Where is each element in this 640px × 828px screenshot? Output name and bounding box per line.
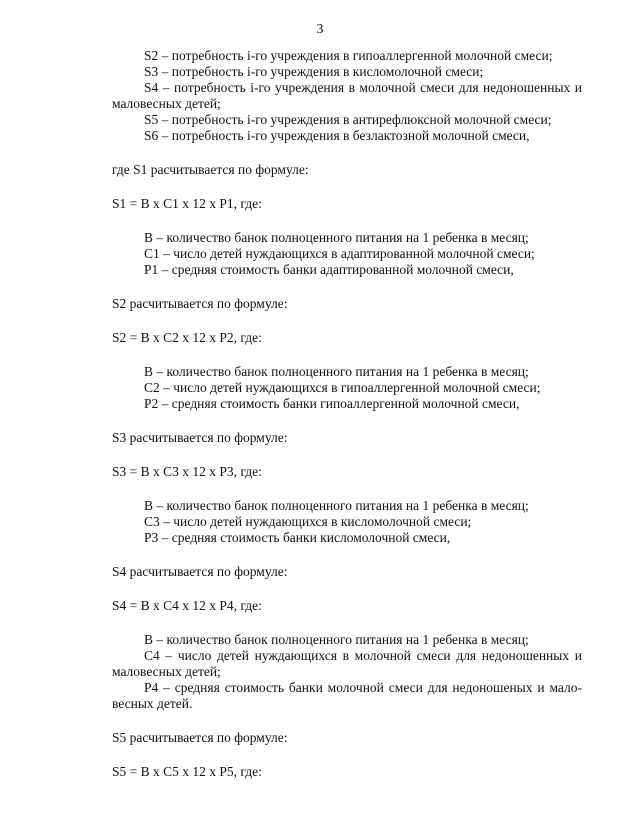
s3-section <box>112 430 582 546</box>
intro-list <box>112 48 582 144</box>
s1-def-b: B – количество банок полноценного питания на 1 ребенка в месяц; <box>144 230 529 245</box>
s1-def-p1: P1 – средняя стоимость банки адаптированной молочной смеси, <box>144 262 514 277</box>
s5-heading: S5 расчитывается по формуле: <box>112 730 288 745</box>
s2-heading: S2 расчитывается по формуле: <box>112 296 288 311</box>
s1-section <box>112 162 582 278</box>
s2-formula: S2 = B x C2 x 12 x P2, где: <box>112 330 262 345</box>
s1-heading: где S1 расчитывается по формуле: <box>112 162 309 177</box>
s4-heading: S4 расчитывается по формуле: <box>112 564 288 579</box>
s2-def-b: B – количество банок полноценного питания на 1 ребенка в месяц; <box>144 364 529 379</box>
s3-heading: S3 расчитывается по формуле: <box>112 430 288 445</box>
s4-def-p4-continued: весных детей. <box>112 696 193 711</box>
document-body <box>112 48 582 780</box>
s2-def-p2: P2 – средняя стоимость банки гипоаллергенной молочной смеси, <box>144 396 520 411</box>
s1-formula: S1 = B x C1 x 12 x P1, где: <box>112 196 262 211</box>
intro-item-s4-continued: маловесных детей; <box>112 96 221 111</box>
s3-formula: S3 = B x C3 x 12 x P3, где: <box>112 464 262 479</box>
intro-item-s4: S4 – потребность i-го учреждения в молочной смеси для недоношенных и <box>144 80 582 95</box>
s1-def-c1: C1 – число детей нуждающихся в адаптированной молочной смеси; <box>144 246 535 261</box>
intro-item-s6: S6 – потребность i-го учреждения в безлактозной молочной смеси, <box>144 128 530 143</box>
s4-formula: S4 = B x C4 x 12 x P4, где: <box>112 598 262 613</box>
s2-def-c2: C2 – число детей нуждающихся в гипоаллергенной молочной смеси; <box>144 380 541 395</box>
s3-def-b: B – количество банок полноценного питания на 1 ребенка в месяц; <box>144 498 529 513</box>
page-number: 3 <box>316 22 324 37</box>
s5-formula: S5 = B x C5 x 12 x P5, где: <box>112 764 262 779</box>
intro-item-s5: S5 – потребность i-го учреждения в антирефлюксной молочной смеси; <box>144 112 552 127</box>
s4-def-b: B – количество банок полноценного питания на 1 ребенка в месяц; <box>144 632 529 647</box>
intro-item-s3: S3 – потребность i-го учреждения в кисломолочной смеси; <box>144 64 484 79</box>
intro-item-s2: S2 – потребность i-го учреждения в гипоаллергенной молочной смеси; <box>144 48 553 63</box>
s2-section <box>112 296 582 412</box>
s4-def-p4: P4 – средняя стоимость банки молочной смеси для недоношеных и мало- <box>144 680 582 695</box>
s4-def-c4: C4 – число детей нуждающихся в молочной смеси для недоношенных и <box>144 648 582 663</box>
s3-def-c3: C3 – число детей нуждающихся в кисломолочной смеси; <box>144 514 472 529</box>
s4-def-c4-continued: маловесных детей; <box>112 664 221 679</box>
s4-section <box>112 564 582 712</box>
s5-section <box>112 730 582 780</box>
s3-def-p3: P3 – средняя стоимость банки кисломолочной смеси, <box>144 530 451 545</box>
